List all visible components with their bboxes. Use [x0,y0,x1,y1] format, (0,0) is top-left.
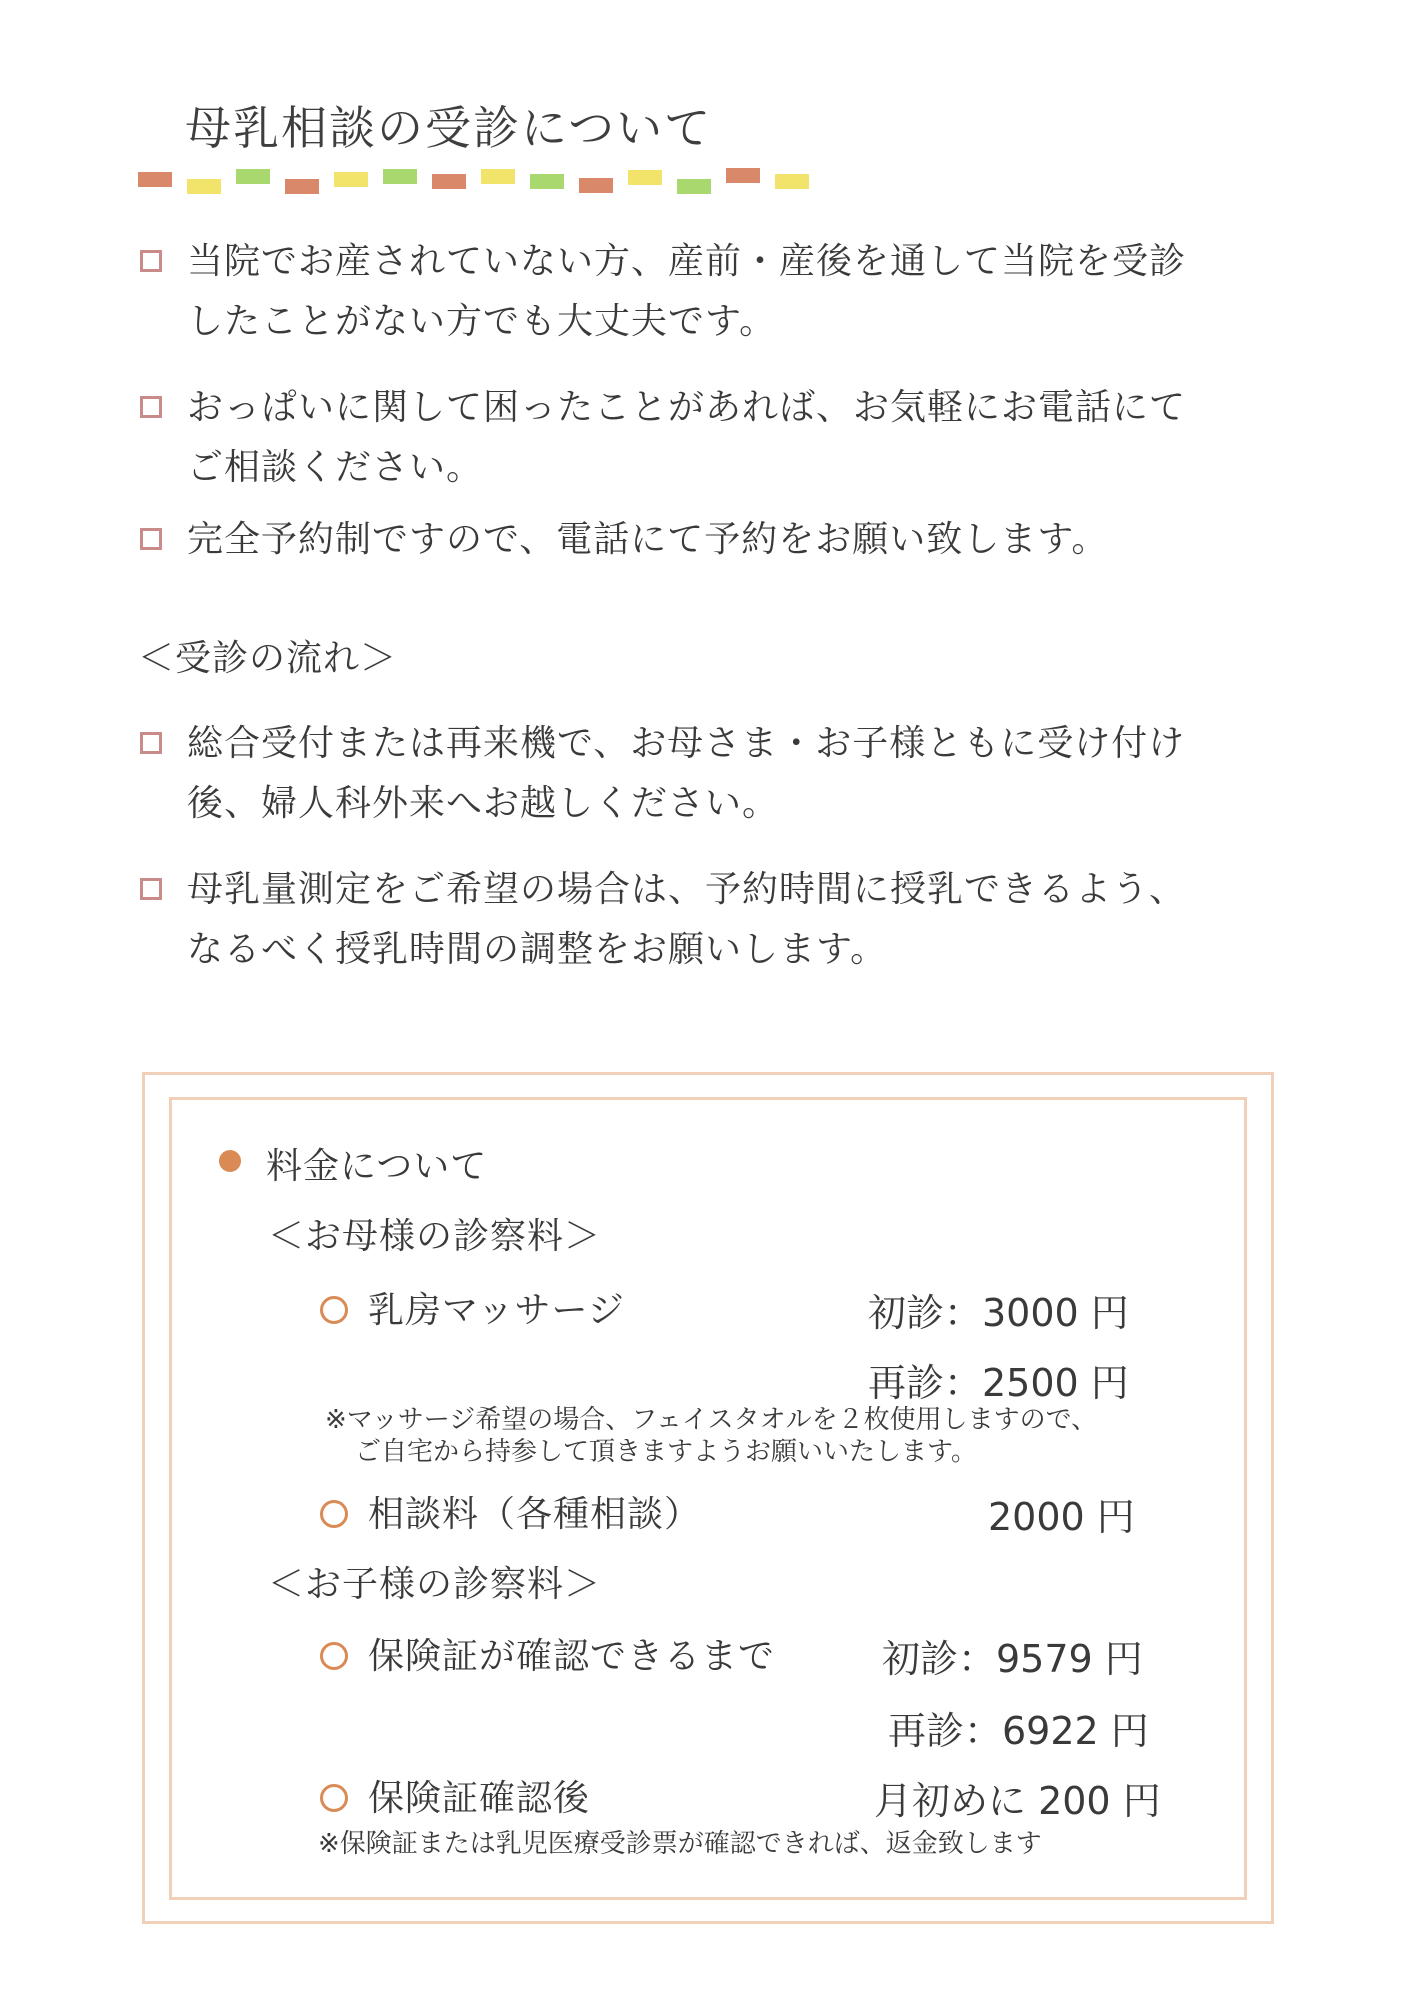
flow-item-2-line-1: 母乳量測定をご希望の場合は、予約時間に授乳できるよう、 [187,869,1187,910]
deco-dash [383,169,417,184]
deco-dash [334,172,368,187]
checkbox-bullet-icon [140,528,162,550]
flow-item-2-line-2: なるべく授乳時間の調整をお願いします。 [187,929,888,970]
deco-dash [236,169,270,184]
deco-dash [530,174,564,189]
deco-dash [138,172,172,187]
intro-item-1 [187,232,1186,352]
checkbox-bullet-icon [140,732,162,754]
massage-note-line-1: ※マッサージ希望の場合、フェイスタオルを２枚使用しますので、 [325,1405,1098,1435]
child-fee-heading: ＜お子様の診察料＞ [268,1564,602,1605]
intro-item-2-line-1: おっぱいに関して困ったことがあれば、お気軽にお電話にて [187,387,1187,428]
deco-dash [481,169,515,184]
consult-price: 2000 円 [988,1495,1135,1539]
child-refund-note: ※保険証または乳児医療受診票が確認できれば、返金致します [318,1829,1042,1859]
checkbox-bullet-icon [140,250,162,272]
massage-label: 乳房マッサージ [368,1290,625,1331]
deco-dash [432,174,466,189]
flow-item-1-line-1: 総合受付または再来機で、お母さま・お子様ともに受け付け [187,723,1186,764]
deco-dash [579,178,613,193]
child-before-first-price: 初診：9579 円 [882,1637,1143,1681]
intro-item-2-line-2: ご相談ください。 [187,447,484,488]
flow-item-1-line-2: 後、婦人科外来へお越しください。 [187,783,780,824]
deco-dash [726,168,760,183]
deco-dash [677,179,711,194]
deco-dash [775,174,809,189]
child-after-label: 保険証確認後 [368,1778,591,1819]
circle-bullet-icon [320,1642,348,1670]
intro-item-1-line-1: 当院でお産されていない方、産前・産後を通して当院を受診 [187,241,1187,282]
circle-bullet-icon [320,1784,348,1812]
circle-bullet-icon [320,1296,348,1324]
child-before-revisit-price: 再診：6922 円 [888,1709,1149,1753]
intro-item-3-line-1: 完全予約制ですので、電話にて予約をお願い致します。 [187,519,1109,560]
deco-dash [285,179,319,194]
dot-bullet-icon [219,1150,241,1172]
intro-item-1-line-2: したことがない方でも大丈夫です。 [187,301,777,342]
massage-note-line-2: ご自宅から持参して頂きますようお願いいたします。 [355,1437,977,1467]
checkbox-bullet-icon [140,878,162,900]
intro-item-2 [187,378,1186,498]
page-title: 母乳相談の受診について [185,101,713,155]
massage-first-price: 初診：3000 円 [868,1291,1129,1335]
massage-revisit-price: 再診：2500 円 [868,1361,1129,1405]
deco-dash [187,179,221,194]
circle-bullet-icon [320,1500,348,1528]
decorative-dash-line [138,166,828,200]
flow-item-1 [187,714,1185,834]
flow-heading: ＜受診の流れ＞ [138,638,398,679]
flow-item-2 [187,860,1186,980]
consult-label: 相談料（各種相談） [368,1494,702,1535]
intro-item-3 [187,510,1108,570]
mother-fee-heading: ＜お母様の診察料＞ [268,1216,602,1257]
child-after-price: 月初めに 200 円 [874,1779,1161,1823]
child-before-label: 保険証が確認できるまで [368,1636,776,1677]
fees-heading: 料金について [266,1146,488,1187]
checkbox-bullet-icon [140,396,162,418]
deco-dash [628,170,662,185]
